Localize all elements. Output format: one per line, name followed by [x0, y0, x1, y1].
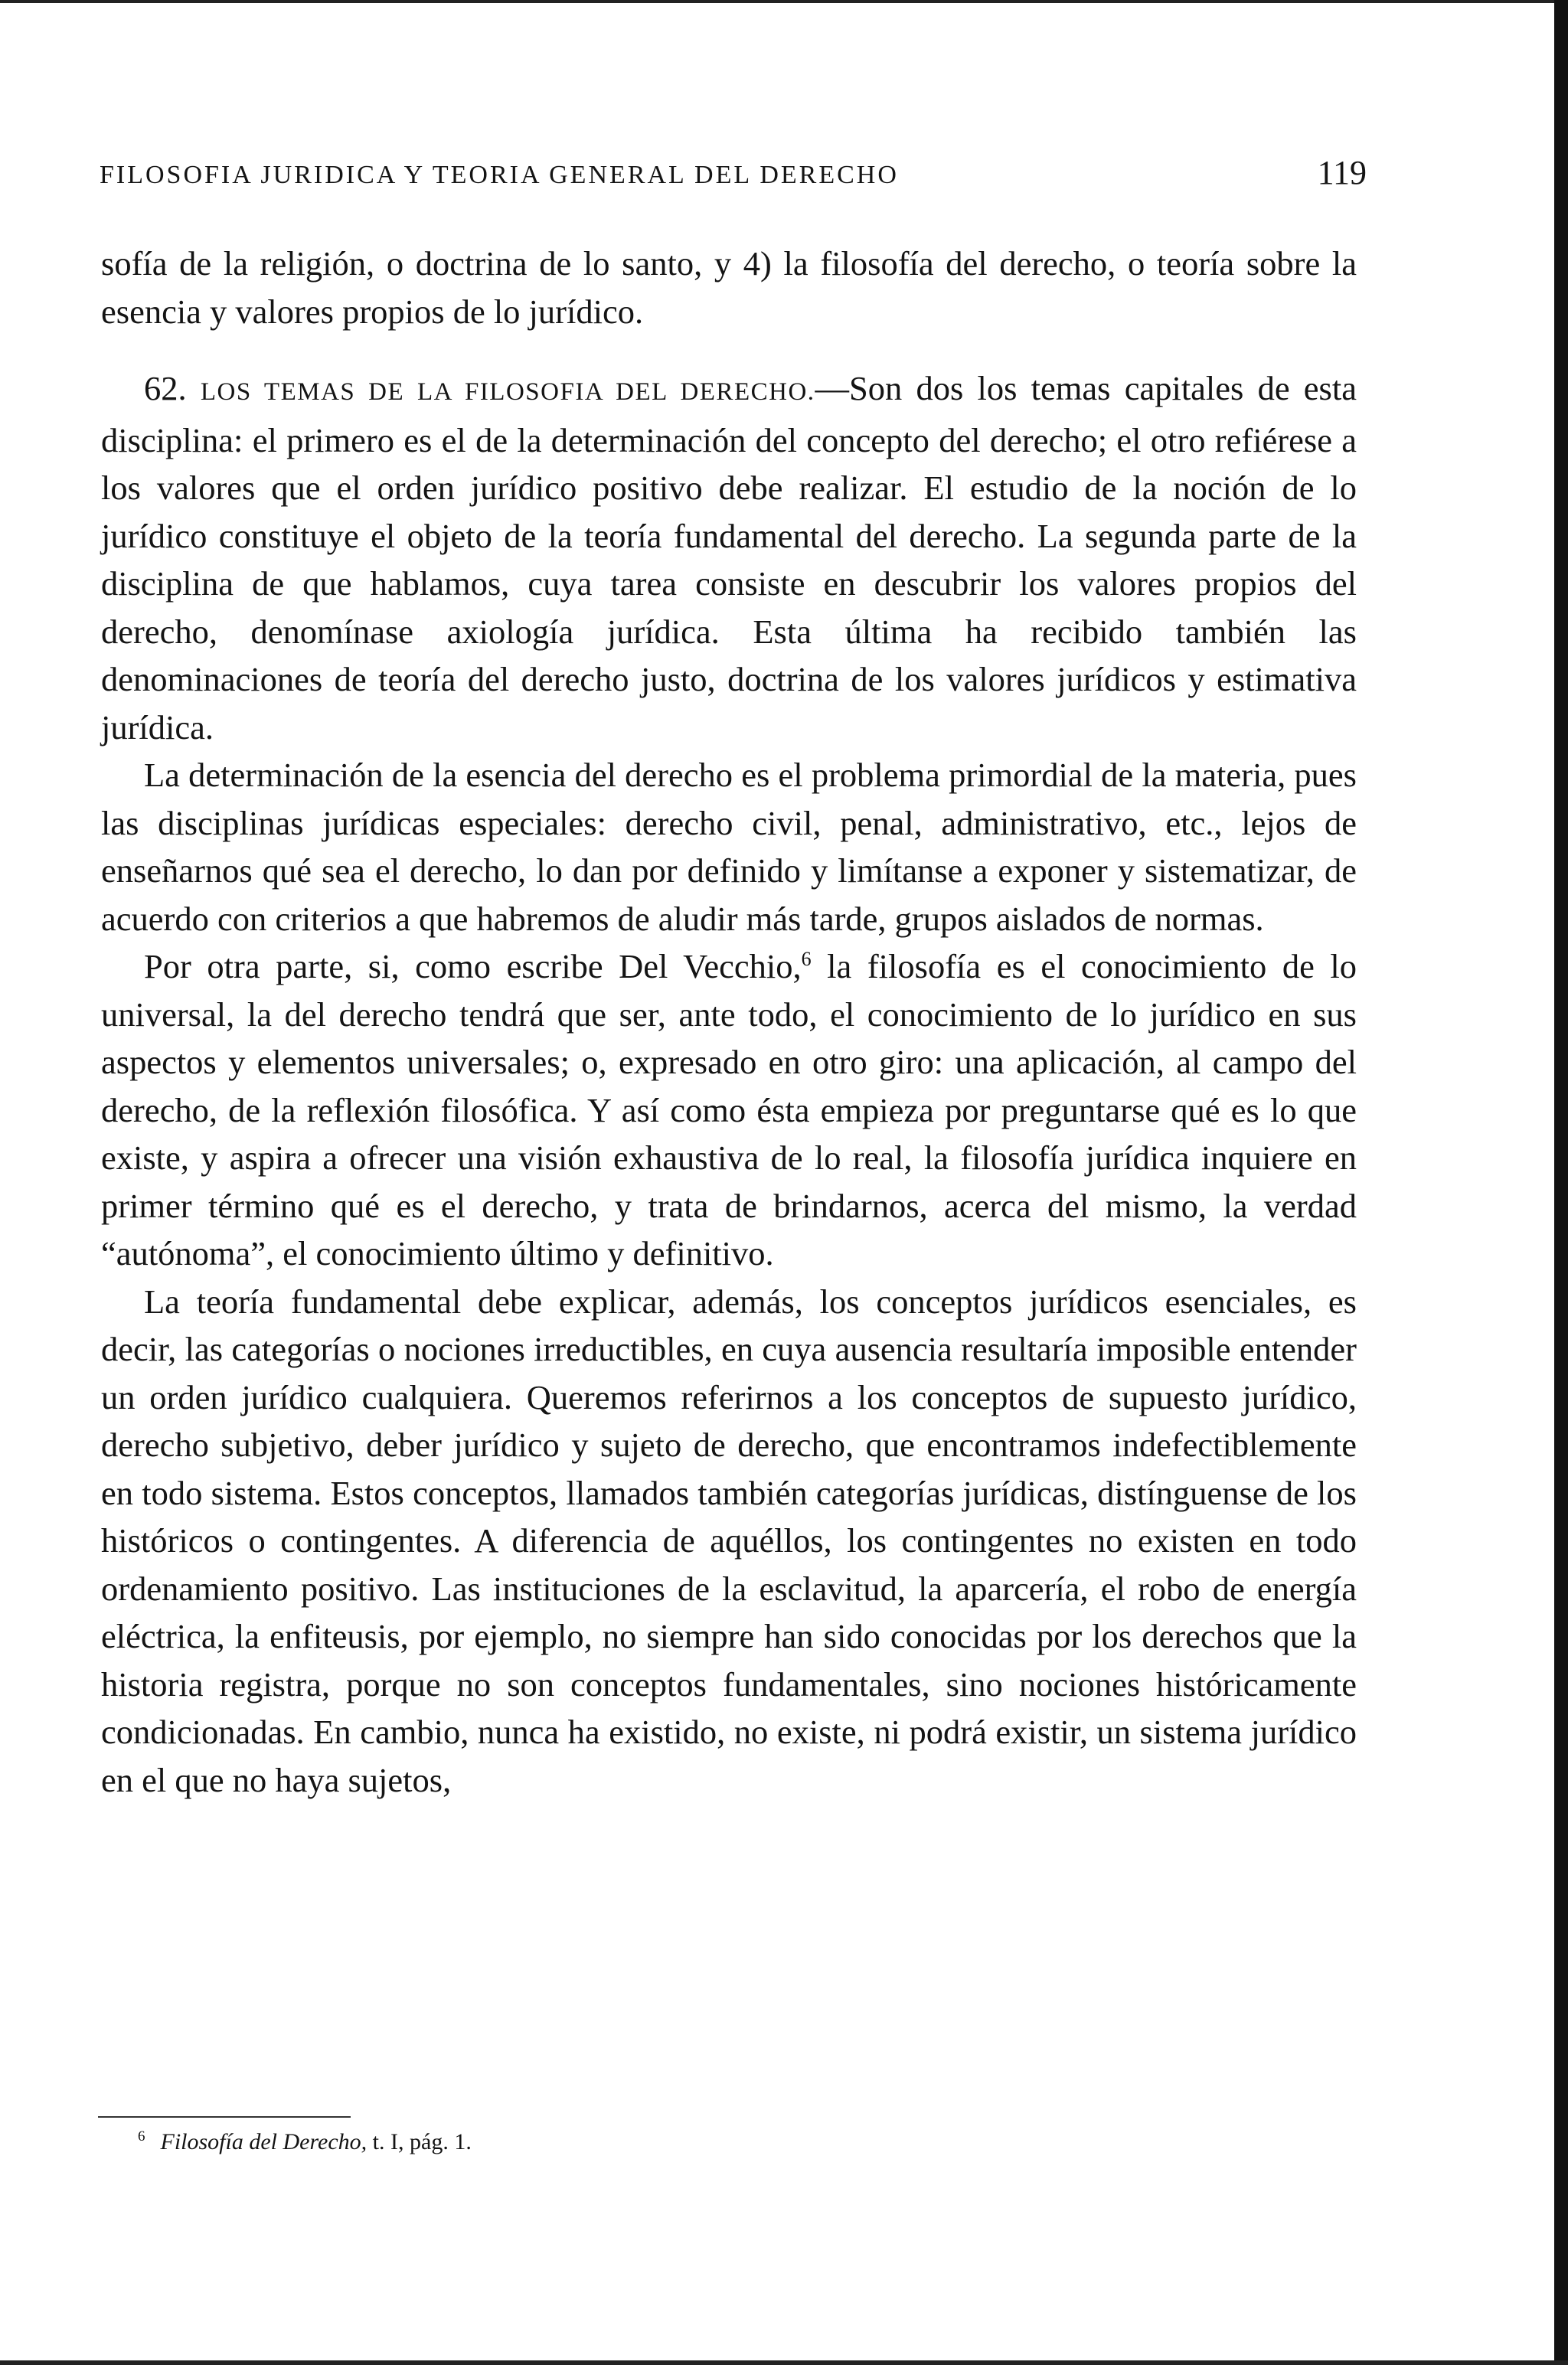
scan-edge-top [0, 0, 1568, 3]
section-heading: LOS TEMAS DE LA FILOSOFIA DEL DERECHO. [200, 378, 815, 406]
paragraph-del-vecchio [101, 942, 1357, 1278]
paragraph-determinacion: La determinación de la esencia del derecho es el problema primordial de la materia, pues las disciplinas jurídicas especiales: derecho civil, penal, administrativo, etc., lejos de enseñarnos qué sea el derecho, lo dan por definido y limítanse a exponer y sistematizar, de acuerdo con criterios a que habremos de aludir más tarde, grupos aislados de normas. [101, 756, 1357, 938]
body-text [101, 240, 1357, 1804]
section-62-paragraph [101, 364, 1357, 751]
paragraph-continued: sofía de la religión, o doctrina de lo santo, y 4) la filosofía del derecho, o teoría sobre la esencia y valores propios de lo jurídico. [101, 244, 1357, 331]
footnote-divider [98, 2116, 351, 2118]
paragraph-text-start: Por otra parte, si, como escribe Del Vecchio, [144, 947, 802, 985]
footnote [138, 2128, 472, 2155]
scan-edge-bottom [0, 2360, 1568, 2365]
footnote-title: Filosofía del Derecho, [160, 2129, 368, 2154]
footnote-text: t. I, pág. 1. [372, 2129, 472, 2154]
section-text: —Son dos los temas capitales de esta disciplina: el primero es el de la determinación del concepto del derecho; el otro refiérese a los valores que el orden jurídico positivo debe realizar. El estudio de la noción de lo jurídico constituye el objeto de la teoría fundamental del derecho. La segunda parte de la disciplina de que hablamos, cuya tarea consiste en descubrir los valores propios del derecho, denomínase axiología jurídica. Esta última ha recibido también las denominaciones de teoría del derecho justo, doctrina de los valores jurídicos y estimativa jurídica. [101, 369, 1357, 746]
scan-edge-right [1554, 0, 1568, 2365]
footnote-reference: 6 [801, 948, 812, 971]
paragraph-text-end: la filosofía es el conocimiento de lo universal, la del derecho tendrá que ser, ante todo, el conocimiento de lo jurídico en sus aspectos y elementos universales; o, expresado en otro giro: una aplicación, al campo del derecho, de la reflexión filosófica. Y así como ésta empieza por preguntarse qué es lo que existe, y aspira a ofrecer una visión exhaustiva de lo real, la filosofía jurídica inquiere en primer término qué es el derecho, y trata de brindarnos, acerca del mismo, la verdad “autónoma”, el conocimiento último y definitivo. [101, 947, 1357, 1272]
footnote-mark: 6 [138, 2128, 145, 2145]
page-number: 119 [1317, 154, 1367, 191]
section-number: 62. [144, 369, 187, 407]
paragraph-teoria-fundamental: La teoría fundamental debe explicar, además, los conceptos jurídicos esenciales, es decir, las categorías o nociones irreductibles, en cuya ausencia resultaría imposible entender un orden jurídico cualquiera. Queremos referirnos a los conceptos de supuesto jurídico, derecho subjetivo, deber jurídico y sujeto de derecho, que encontramos indefectiblemente en todo sistema. Estos conceptos, llamados también categorías jurídicas, distínguense de los históricos o contingentes. A diferencia de aquéllos, los contingentes no existen en todo ordenamiento positivo. Las instituciones de la esclavitud, la aparcería, el robo de energía eléctrica, la enfiteusis, por ejemplo, no siempre han sido conocidas por los derechos que la historia registra, porque no son conceptos fundamentales, sino nociones históricamente condicionadas. En cambio, nunca ha existido, no existe, ni podrá existir, un sistema jurídico en el que no haya sujetos, [101, 1282, 1357, 1799]
running-title: FILOSOFIA JURIDICA Y TEORIA GENERAL DEL DERECHO [100, 161, 899, 189]
page-header [100, 153, 1367, 199]
